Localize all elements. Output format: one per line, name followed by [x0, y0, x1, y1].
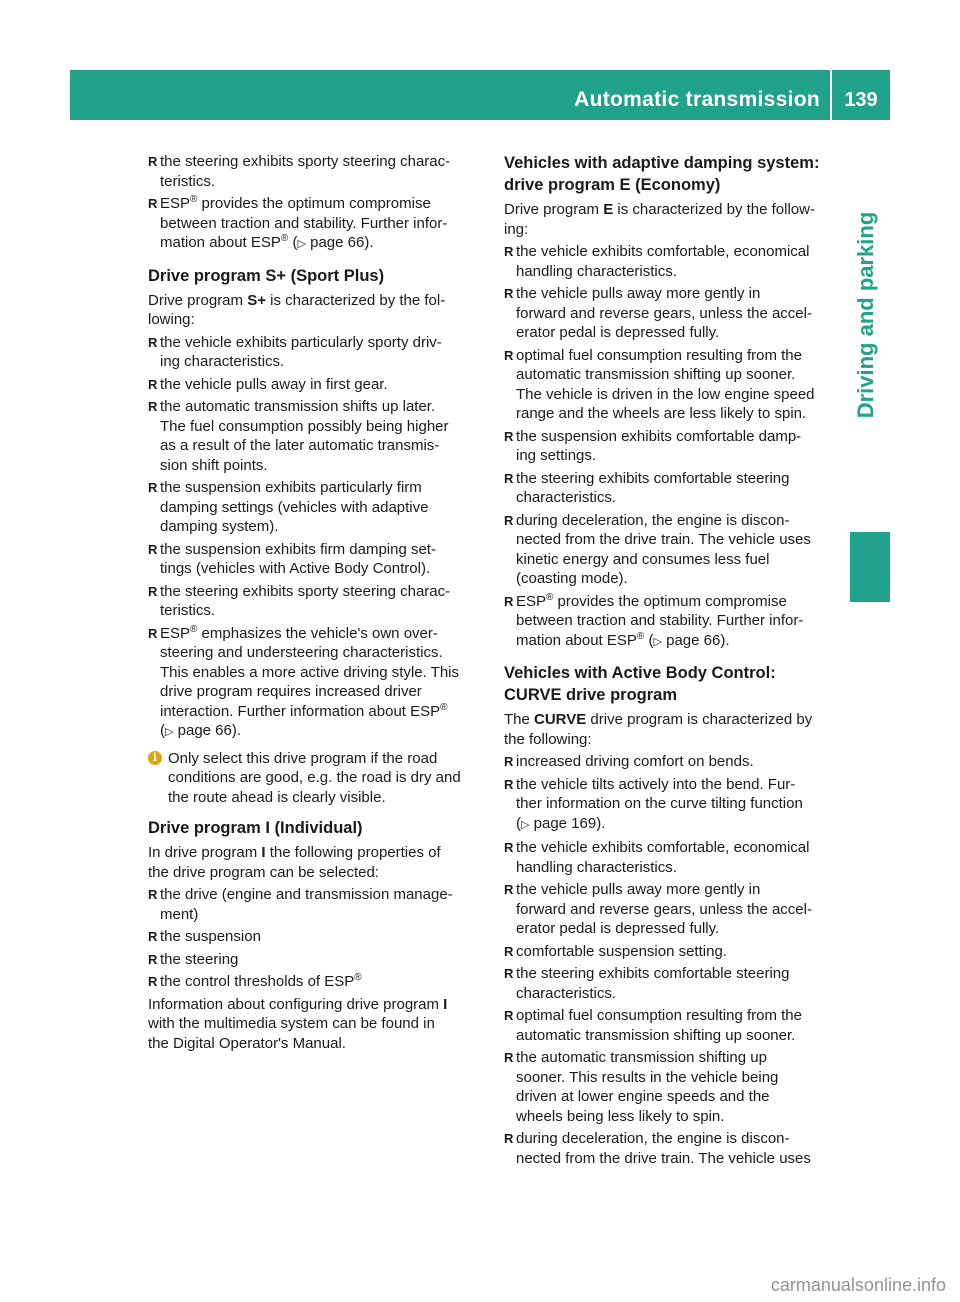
list-item: R the steering [148, 950, 486, 970]
paragraph: In drive program I the following properties of the drive program can be selected: [148, 844, 441, 881]
list-item: R the suspension exhibits comfortable damp- ing settings. [504, 427, 842, 466]
list-item: R the steering exhibits comfortable steering characteristics. [504, 469, 842, 508]
list-item: R ESP® provides the optimum compromise between traction and stability. Further infor- mation about ESP® (▷ page 66). [148, 194, 486, 255]
list-item: R comfortable suspension setting. [504, 942, 842, 962]
list-item: R ESP® emphasizes the vehicle's own over- steering and understeering characteristics. This enables a more active driving style. This drive program requires increased driver interaction. Further information about ESP® (▷ page 66). [148, 624, 486, 743]
list-item: R the vehicle pulls away in first gear. [148, 375, 486, 395]
list-item: R the steering exhibits comfortable steering characteristics. [504, 964, 842, 1003]
list-item: R the vehicle pulls away more gently in forward and reverse gears, unless the accel- erator pedal is depressed fully. [504, 880, 842, 939]
list-item: R during deceleration, the engine is discon- nected from the drive train. The vehicle uses [504, 1129, 842, 1168]
page-number: 139 [844, 89, 878, 111]
side-tab-marker [850, 532, 890, 602]
section-heading: Vehicles with adaptive damping system: drive program E (Economy) [504, 154, 820, 194]
page-header-title: Automatic transmission [574, 88, 820, 111]
list-item: R the drive (engine and transmission manage- ment) [148, 885, 486, 924]
header-bar [70, 70, 890, 120]
page-reference-icon: ▷ [653, 635, 662, 648]
paragraph: The CURVE drive program is characterized by the following: [504, 711, 813, 748]
info-icon: i [148, 751, 162, 765]
section-heading: Drive program S+ (Sport Plus) [148, 266, 385, 285]
list-item: R the steering exhibits sporty steering charac- teristics. [148, 152, 486, 191]
list-item: R the suspension exhibits firm damping set- tings (vehicles with Active Body Control). [148, 540, 486, 579]
left-column [148, 152, 486, 1056]
list-item: R the steering exhibits sporty steering charac- teristics. [148, 582, 486, 621]
page-reference-icon: ▷ [521, 818, 530, 831]
page-reference-icon: ▷ [297, 238, 306, 250]
list-item: R the vehicle exhibits particularly sporty driv- ing characteristics. [148, 333, 486, 372]
list-item: R ESP® provides the optimum compromise between traction and stability. Further infor- mation about ESP® (▷ page 66). [504, 592, 842, 653]
side-tab-label: Driving and parking [853, 211, 878, 419]
watermark: carmanualsonline.info [770, 1275, 946, 1295]
list-item: R increased driving comfort on bends. [504, 752, 842, 772]
info-note: i Only select this drive program if the road conditions are good, e.g. the road is dry and the route ahead is clearly visible. [148, 749, 486, 808]
page-reference-link[interactable]: page 66). [177, 722, 242, 739]
list-item: R the vehicle exhibits comfortable, economical handling characteristics. [504, 838, 842, 877]
list-item: R the vehicle exhibits comfortable, economical handling characteristics. [504, 242, 842, 281]
list-item: R the vehicle pulls away more gently in forward and reverse gears, unless the accel- erator pedal is depressed fully. [504, 284, 842, 343]
list-item: R optimal fuel consumption resulting from the automatic transmission shifting up sooner. The vehicle is driven in the low engine speed range and the wheels are less likely to spin. [504, 346, 842, 424]
paragraph: Information about configuring drive program I with the multimedia system can be found in the Digital Operator's Manual. [148, 995, 448, 1052]
section-heading: Drive program I (Individual) [148, 819, 363, 837]
section-heading: Vehicles with Active Body Control: CURVE drive program [504, 664, 776, 704]
list-item: R the automatic transmission shifts up later. The fuel consumption possibly being higher as a result of the later automatic transmis- sion shift points. [148, 397, 486, 475]
paragraph: Drive program E is characterized by the follow- ing: [504, 201, 815, 238]
list-item: R the automatic transmission shifting up sooner. This results in the vehicle being driven at lower engine speeds and the wheels being less likely to spin. [504, 1048, 842, 1126]
list-item: R during deceleration, the engine is discon- nected from the drive train. The vehicle uses kinetic energy and consumes less fuel (coasting mode). [504, 511, 842, 589]
list-item: R the control thresholds of ESP® [148, 972, 486, 992]
list-item: R optimal fuel consumption resulting from the automatic transmission shifting up sooner. [504, 1006, 842, 1045]
right-column [504, 152, 842, 1171]
paragraph: Drive program S+ is characterized by the fol- lowing: [148, 291, 446, 328]
list-item: R the vehicle tilts actively into the bend. Fur- ther information on the curve tilting function (▷ page 169). [504, 775, 842, 836]
list-item: R the suspension exhibits particularly firm damping settings (vehicles with adaptive damping system). [148, 478, 486, 537]
page-reference-link[interactable]: page 66). [666, 631, 730, 649]
list-item: R the suspension [148, 927, 486, 947]
page-reference-icon: ▷ [165, 726, 174, 738]
page-reference-link[interactable]: page 169). [533, 814, 606, 832]
page-reference-link[interactable]: page 66). [310, 234, 374, 251]
side-tab [842, 120, 890, 510]
